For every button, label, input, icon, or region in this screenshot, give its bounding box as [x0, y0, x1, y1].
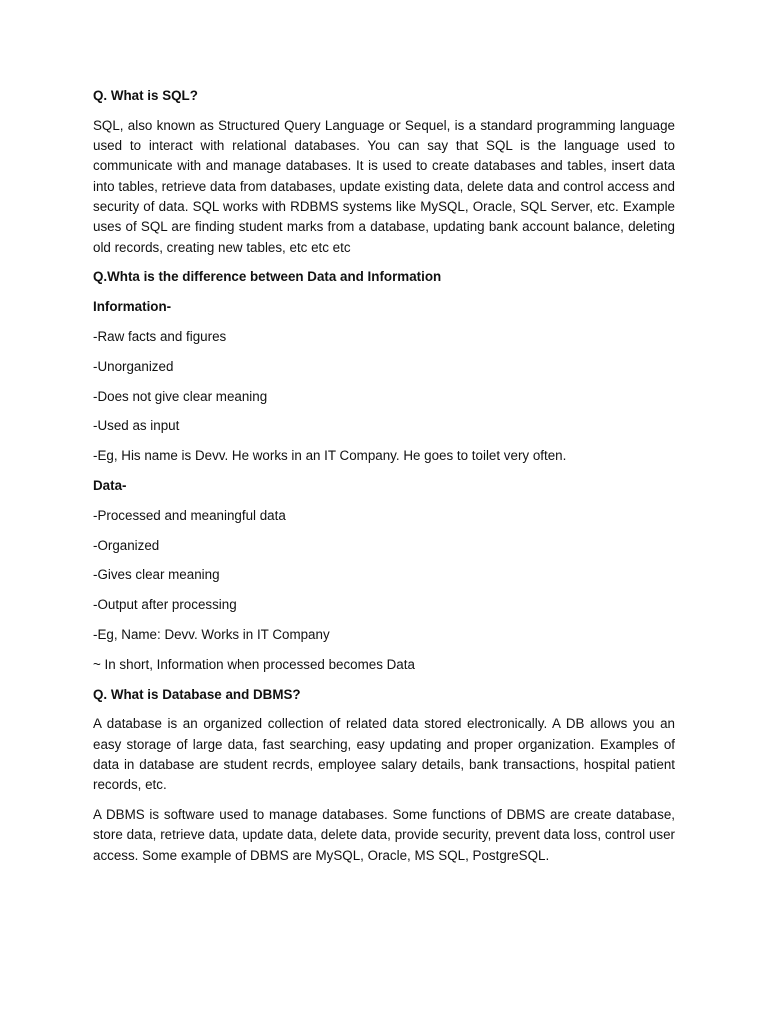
data-point: -Organized: [93, 537, 160, 553]
document-page: [93, 86, 675, 875]
information-heading: Information-: [93, 299, 172, 315]
database-paragraph: A database is an organized collection of related data stored electronically. A DB allows you an easy storage of large data, fast searching, easy updating and proper organization. Examples of data in database are student recrds, employee salary details, bank transactions, hospital patient records, etc.: [93, 716, 675, 793]
question-database-heading: Q. What is Database and DBMS?: [93, 686, 301, 702]
data-point: -Eg, Name: Devv. Works in IT Company: [93, 626, 330, 642]
data-heading: Data-: [93, 477, 127, 493]
information-point: -Eg, His name is Devv. He works in an IT Company. He goes to toilet very often.: [93, 448, 567, 464]
sql-answer-paragraph: SQL, also known as Structured Query Language or Sequel, is a standard programming language used to interact with relational databases. You can say that SQL is the language used to communicate with and manage databases. It is used to create databases and tables, insert data into tables, retrieve data from databases, update existing data, delete data and control access and security of data. SQL works with RDBMS systems like MySQL, Oracle, SQL Server, etc. Example uses of SQL are finding student marks from a database, updating bank account balance, deleting old records, creating new tables, etc etc etc: [93, 117, 675, 255]
question-sql-heading: Q. What is SQL?: [93, 88, 198, 103]
data-point: -Gives clear meaning: [93, 567, 220, 583]
information-point: -Used as input: [93, 418, 180, 434]
data-point: -Processed and meaningful data: [93, 507, 286, 523]
summary-line: ~ In short, Information when processed becomes Data: [93, 656, 415, 672]
information-point: -Does not give clear meaning: [93, 388, 268, 404]
information-point: -Raw facts and figures: [93, 328, 227, 344]
information-point: -Unorganized: [93, 358, 174, 374]
dbms-paragraph: A DBMS is software used to manage databases. Some functions of DBMS are create database, store data, retrieve data, update data, delete data, provide security, prevent data loss, control user access. Some example of DBMS are MySQL, Oracle, MS SQL, PostgreSQL.: [93, 807, 675, 863]
question-data-information-heading: Q.Whta is the difference between Data and Information: [93, 269, 442, 285]
data-point: -Output after processing: [93, 597, 237, 613]
